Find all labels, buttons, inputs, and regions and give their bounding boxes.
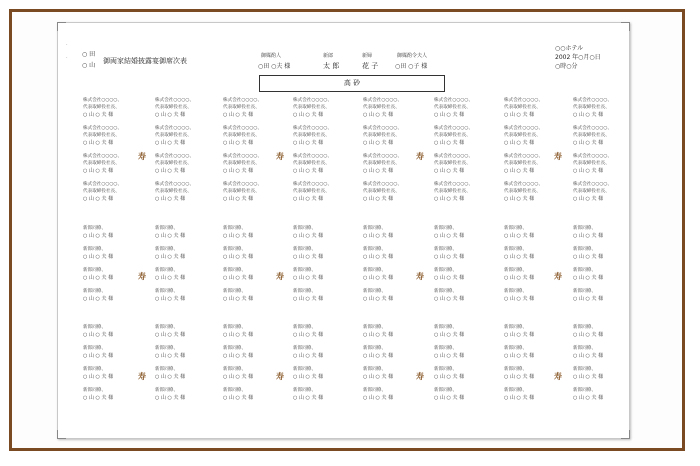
guest-relation: 新郎同僚、 — [223, 346, 246, 351]
guest-relation: 新郎同僚、 — [293, 226, 316, 231]
kotobuki-mark: 寿 — [276, 272, 284, 281]
guest-name: ○ 山 ○ 夫 様 — [363, 275, 394, 281]
guest-relation: 新郎同僚、 — [434, 346, 457, 351]
guest-company: 株式会社○○○○、 — [83, 182, 123, 187]
kotobuki-mark: 寿 — [138, 372, 146, 381]
guest-name: ○ 山 ○ 夫 様 — [155, 254, 186, 260]
guest-name: ○ 山 ○ 夫 様 — [223, 296, 254, 302]
guest-company: 株式会社○○○○、 — [434, 98, 474, 103]
guest-name: ○ 山 ○ 夫 様 — [434, 296, 465, 302]
guest-name: ○ 山 ○ 夫 様 — [155, 353, 186, 359]
guest-name: ○ 山 ○ 夫 様 — [504, 275, 535, 281]
guest-name: ○ 山 ○ 夫 様 — [155, 168, 186, 174]
guest-relation: 新郎同僚、 — [363, 226, 386, 231]
guest-company: 株式会社○○○○、 — [223, 126, 263, 131]
guest-relation: 新郎同僚、 — [155, 325, 178, 330]
guest-title: 代表取締役社長、 — [363, 105, 400, 110]
guest-company: 株式会社○○○○、 — [434, 154, 474, 159]
guest-title: 代表取締役社長、 — [223, 189, 260, 194]
guest-name: ○ 山 ○ 夫 様 — [293, 254, 324, 260]
guest-relation: 新郎同僚、 — [573, 226, 596, 231]
guest-name: ○ 山 ○ 夫 様 — [155, 332, 186, 338]
guest-relation: 新郎同僚、 — [293, 268, 316, 273]
guest-company: 株式会社○○○○、 — [573, 154, 613, 159]
kotobuki-mark: 寿 — [138, 152, 146, 161]
kotobuki-mark: 寿 — [138, 272, 146, 281]
guest-name: ○ 山 ○ 夫 様 — [83, 332, 114, 338]
guest-name: ○ 山 ○ 夫 様 — [223, 233, 254, 239]
margin-mark: · — [66, 55, 68, 61]
guest-relation: 新郎同僚、 — [363, 268, 386, 273]
guest-title: 代表取締役社長、 — [573, 133, 610, 138]
guest-relation: 新郎同僚、 — [434, 226, 457, 231]
guest-name: ○ 山 ○ 夫 様 — [363, 112, 394, 118]
guest-title: 代表取締役社長、 — [504, 189, 541, 194]
guest-name: ○ 山 ○ 夫 様 — [504, 168, 535, 174]
guest-relation: 新郎同僚、 — [83, 346, 106, 351]
guest-name: ○ 山 ○ 夫 様 — [293, 275, 324, 281]
margin-mark: · — [66, 42, 68, 48]
guest-name: ○ 山 ○ 夫 様 — [504, 332, 535, 338]
crop-mark-bottom-left — [57, 430, 66, 439]
guest-company: 株式会社○○○○、 — [504, 126, 544, 131]
kotobuki-mark: 寿 — [554, 272, 562, 281]
guest-relation: 新郎同僚、 — [83, 325, 106, 330]
guest-relation: 新郎同僚、 — [155, 367, 178, 372]
kotobuki-mark: 寿 — [416, 152, 424, 161]
guest-company: 株式会社○○○○、 — [363, 154, 403, 159]
guest-relation: 新郎同僚、 — [363, 346, 386, 351]
event-date: 2002 年○月○日 — [555, 54, 601, 61]
family-name-bride: ○ 山 — [82, 62, 96, 69]
guest-name: ○ 山 ○ 夫 様 — [223, 353, 254, 359]
guest-title: 代表取締役社長、 — [155, 189, 192, 194]
event-time: ○時○分 — [555, 63, 578, 70]
guest-name: ○ 山 ○ 夫 様 — [504, 395, 535, 401]
guest-company: 株式会社○○○○、 — [363, 98, 403, 103]
guest-relation: 新郎同僚、 — [155, 226, 178, 231]
guest-name: ○ 山 ○ 夫 様 — [83, 353, 114, 359]
guest-title: 代表取締役社長、 — [573, 189, 610, 194]
guest-company: 株式会社○○○○、 — [434, 182, 474, 187]
guest-name: ○ 山 ○ 夫 様 — [504, 353, 535, 359]
guest-company: 株式会社○○○○、 — [223, 98, 263, 103]
guest-title: 代表取締役社長、 — [434, 189, 471, 194]
guest-name: ○ 山 ○ 夫 様 — [293, 374, 324, 380]
guest-name: ○ 山 ○ 夫 様 — [434, 275, 465, 281]
guest-company: 株式会社○○○○、 — [155, 154, 195, 159]
guest-relation: 新郎同僚、 — [573, 268, 596, 273]
guest-name: ○ 山 ○ 夫 様 — [223, 112, 254, 118]
guest-name: ○ 山 ○ 夫 様 — [363, 353, 394, 359]
main-table-box — [259, 75, 445, 92]
guest-name: ○ 山 ○ 夫 様 — [573, 168, 604, 174]
guest-name: ○ 山 ○ 夫 様 — [83, 233, 114, 239]
guest-name: ○ 山 ○ 夫 様 — [223, 168, 254, 174]
guest-relation: 新郎同僚、 — [293, 367, 316, 372]
guest-name: ○ 山 ○ 夫 様 — [363, 168, 394, 174]
guest-company: 株式会社○○○○、 — [363, 182, 403, 187]
guest-relation: 新郎同僚、 — [83, 247, 106, 252]
guest-relation: 新郎同僚、 — [504, 367, 527, 372]
guest-company: 株式会社○○○○、 — [155, 126, 195, 131]
guest-relation: 新郎同僚、 — [293, 289, 316, 294]
guest-name: ○ 山 ○ 夫 様 — [434, 140, 465, 146]
guest-relation: 新郎同僚、 — [83, 367, 106, 372]
guest-relation: 新郎同僚、 — [155, 268, 178, 273]
guest-company: 株式会社○○○○、 — [223, 182, 263, 187]
guest-name: ○ 山 ○ 夫 様 — [434, 374, 465, 380]
guest-relation: 新郎同僚、 — [83, 388, 106, 393]
guest-relation: 新郎同僚、 — [363, 289, 386, 294]
guest-title: 代表取締役社長、 — [293, 161, 330, 166]
guest-company: 株式会社○○○○、 — [83, 126, 123, 131]
guest-name: ○ 山 ○ 夫 様 — [573, 374, 604, 380]
guest-relation: 新郎同僚、 — [504, 268, 527, 273]
guest-name: ○ 山 ○ 夫 様 — [293, 233, 324, 239]
guest-company: 株式会社○○○○、 — [434, 126, 474, 131]
guest-name: ○ 山 ○ 夫 様 — [293, 112, 324, 118]
guest-relation: 新郎同僚、 — [434, 289, 457, 294]
guest-relation: 新郎同僚、 — [434, 268, 457, 273]
guest-name: ○ 山 ○ 夫 様 — [363, 254, 394, 260]
guest-company: 株式会社○○○○、 — [293, 98, 333, 103]
guest-title: 代表取締役社長、 — [293, 105, 330, 110]
bride-label: 新婦 — [362, 53, 373, 59]
guest-company: 株式会社○○○○、 — [573, 126, 613, 131]
guest-relation: 新郎同僚、 — [293, 388, 316, 393]
guest-relation: 新郎同僚、 — [504, 289, 527, 294]
guest-relation: 新郎同僚、 — [293, 247, 316, 252]
guest-name: ○ 山 ○ 夫 様 — [504, 233, 535, 239]
guest-relation: 新郎同僚、 — [223, 388, 246, 393]
guest-name: ○ 山 ○ 夫 様 — [573, 275, 604, 281]
guest-title: 代表取締役社長、 — [83, 189, 120, 194]
guest-name: ○ 山 ○ 夫 様 — [504, 140, 535, 146]
guest-name: ○ 山 ○ 夫 様 — [293, 353, 324, 359]
bride-matchmaker-name: ○田 ○子 様 — [395, 63, 428, 70]
guest-relation: 新郎同僚、 — [223, 289, 246, 294]
guest-title: 代表取締役社長、 — [363, 189, 400, 194]
guest-relation: 新郎同僚、 — [83, 268, 106, 273]
guest-name: ○ 山 ○ 夫 様 — [155, 233, 186, 239]
guest-relation: 新郎同僚、 — [434, 367, 457, 372]
bride-matchmaker-label: 御媒酌令夫人 — [397, 53, 428, 59]
guest-name: ○ 山 ○ 夫 様 — [434, 112, 465, 118]
guest-name: ○ 山 ○ 夫 様 — [83, 140, 114, 146]
guest-company: 株式会社○○○○、 — [83, 154, 123, 159]
crop-mark-top-right — [621, 22, 630, 31]
guest-company: 株式会社○○○○、 — [573, 98, 613, 103]
guest-title: 代表取締役社長、 — [573, 105, 610, 110]
guest-name: ○ 山 ○ 夫 様 — [573, 332, 604, 338]
guest-name: ○ 山 ○ 夫 様 — [434, 395, 465, 401]
guest-name: ○ 山 ○ 夫 様 — [434, 254, 465, 260]
guest-name: ○ 山 ○ 夫 様 — [155, 196, 186, 202]
guest-name: ○ 山 ○ 夫 様 — [155, 112, 186, 118]
guest-relation: 新郎同僚、 — [83, 289, 106, 294]
guest-relation: 新郎同僚、 — [83, 226, 106, 231]
kotobuki-mark: 寿 — [554, 372, 562, 381]
guest-company: 株式会社○○○○、 — [293, 182, 333, 187]
guest-relation: 新郎同僚、 — [504, 247, 527, 252]
guest-relation: 新郎同僚、 — [573, 367, 596, 372]
guest-relation: 新郎同僚、 — [223, 367, 246, 372]
guest-name: ○ 山 ○ 夫 様 — [83, 196, 114, 202]
guest-relation: 新郎同僚、 — [573, 388, 596, 393]
guest-relation: 新郎同僚、 — [363, 388, 386, 393]
guest-company: 株式会社○○○○、 — [573, 182, 613, 187]
guest-company: 株式会社○○○○、 — [363, 126, 403, 131]
guest-relation: 新郎同僚、 — [434, 388, 457, 393]
guest-company: 株式会社○○○○、 — [83, 98, 123, 103]
guest-name: ○ 山 ○ 夫 様 — [223, 332, 254, 338]
guest-company: 株式会社○○○○、 — [155, 98, 195, 103]
groom-name: 太 郎 — [323, 62, 340, 70]
guest-relation: 新郎同僚、 — [504, 388, 527, 393]
guest-relation: 新郎同僚、 — [434, 325, 457, 330]
guest-title: 代表取締役社長、 — [504, 161, 541, 166]
guest-name: ○ 山 ○ 夫 様 — [293, 196, 324, 202]
guest-title: 代表取締役社長、 — [434, 133, 471, 138]
kotobuki-mark: 寿 — [554, 152, 562, 161]
groom-label: 新郎 — [323, 53, 334, 59]
guest-relation: 新郎同僚、 — [363, 247, 386, 252]
page-title: 御両家結婚披露宴御席次表 — [103, 57, 187, 65]
kotobuki-mark: 寿 — [416, 372, 424, 381]
guest-title: 代表取締役社長、 — [363, 161, 400, 166]
guest-name: ○ 山 ○ 夫 様 — [434, 196, 465, 202]
guest-company: 株式会社○○○○、 — [504, 98, 544, 103]
seating-chart-sheet — [57, 22, 630, 439]
guest-relation: 新郎同僚、 — [293, 346, 316, 351]
family-name-groom: ○ 田 — [82, 51, 96, 58]
bride-name: 花 子 — [362, 62, 379, 70]
guest-name: ○ 山 ○ 夫 様 — [293, 168, 324, 174]
guest-name: ○ 山 ○ 夫 様 — [223, 374, 254, 380]
guest-title: 代表取締役社長、 — [155, 161, 192, 166]
guest-title: 代表取締役社長、 — [293, 189, 330, 194]
guest-name: ○ 山 ○ 夫 様 — [223, 254, 254, 260]
guest-name: ○ 山 ○ 夫 様 — [434, 168, 465, 174]
guest-name: ○ 山 ○ 夫 様 — [293, 140, 324, 146]
guest-company: 株式会社○○○○、 — [223, 154, 263, 159]
guest-title: 代表取締役社長、 — [363, 133, 400, 138]
guest-title: 代表取締役社長、 — [83, 105, 120, 110]
guest-relation: 新郎同僚、 — [223, 325, 246, 330]
guest-name: ○ 山 ○ 夫 様 — [155, 275, 186, 281]
guest-company: 株式会社○○○○、 — [293, 126, 333, 131]
crop-mark-bottom-right — [621, 430, 630, 439]
guest-relation: 新郎同僚、 — [155, 247, 178, 252]
guest-title: 代表取締役社長、 — [223, 133, 260, 138]
guest-title: 代表取締役社長、 — [434, 161, 471, 166]
guest-name: ○ 山 ○ 夫 様 — [293, 332, 324, 338]
kotobuki-mark: 寿 — [276, 372, 284, 381]
guest-name: ○ 山 ○ 夫 様 — [155, 395, 186, 401]
guest-title: 代表取締役社長、 — [573, 161, 610, 166]
kotobuki-mark: 寿 — [276, 152, 284, 161]
guest-name: ○ 山 ○ 夫 様 — [83, 275, 114, 281]
guest-name: ○ 山 ○ 夫 様 — [223, 140, 254, 146]
groom-matchmaker-label: 御媒酌人 — [261, 53, 282, 59]
venue-name: ○○ホテル — [555, 45, 584, 52]
guest-name: ○ 山 ○ 夫 様 — [434, 233, 465, 239]
groom-matchmaker-name: ○田 ○夫 様 — [258, 63, 291, 70]
guest-name: ○ 山 ○ 夫 様 — [155, 374, 186, 380]
guest-name: ○ 山 ○ 夫 様 — [573, 196, 604, 202]
guest-relation: 新郎同僚、 — [573, 325, 596, 330]
guest-name: ○ 山 ○ 夫 様 — [573, 353, 604, 359]
guest-name: ○ 山 ○ 夫 様 — [83, 168, 114, 174]
guest-title: 代表取締役社長、 — [504, 133, 541, 138]
guest-name: ○ 山 ○ 夫 様 — [573, 395, 604, 401]
guest-title: 代表取締役社長、 — [155, 105, 192, 110]
guest-name: ○ 山 ○ 夫 様 — [573, 254, 604, 260]
guest-company: 株式会社○○○○、 — [293, 154, 333, 159]
guest-title: 代表取締役社長、 — [83, 161, 120, 166]
guest-name: ○ 山 ○ 夫 様 — [363, 233, 394, 239]
guest-name: ○ 山 ○ 夫 様 — [363, 296, 394, 302]
guest-relation: 新郎同僚、 — [363, 325, 386, 330]
guest-relation: 新郎同僚、 — [363, 367, 386, 372]
guest-name: ○ 山 ○ 夫 様 — [434, 353, 465, 359]
guest-name: ○ 山 ○ 夫 様 — [155, 140, 186, 146]
guest-name: ○ 山 ○ 夫 様 — [293, 296, 324, 302]
guest-relation: 新郎同僚、 — [223, 268, 246, 273]
guest-name: ○ 山 ○ 夫 様 — [83, 395, 114, 401]
guest-relation: 新郎同僚、 — [573, 346, 596, 351]
guest-relation: 新郎同僚、 — [155, 289, 178, 294]
guest-name: ○ 山 ○ 夫 様 — [504, 196, 535, 202]
guest-title: 代表取締役社長、 — [223, 105, 260, 110]
guest-relation: 新郎同僚、 — [155, 346, 178, 351]
guest-name: ○ 山 ○ 夫 様 — [434, 332, 465, 338]
guest-name: ○ 山 ○ 夫 様 — [223, 275, 254, 281]
guest-relation: 新郎同僚、 — [223, 226, 246, 231]
guest-company: 株式会社○○○○、 — [504, 182, 544, 187]
guest-name: ○ 山 ○ 夫 様 — [363, 395, 394, 401]
guest-name: ○ 山 ○ 夫 様 — [573, 140, 604, 146]
guest-title: 代表取締役社長、 — [293, 133, 330, 138]
guest-relation: 新郎同僚、 — [573, 247, 596, 252]
main-table-label: 高 砂 — [343, 79, 361, 87]
guest-name: ○ 山 ○ 夫 様 — [293, 395, 324, 401]
guest-name: ○ 山 ○ 夫 様 — [504, 112, 535, 118]
guest-name: ○ 山 ○ 夫 様 — [83, 112, 114, 118]
guest-relation: 新郎同僚、 — [155, 388, 178, 393]
guest-relation: 新郎同僚、 — [223, 247, 246, 252]
guest-name: ○ 山 ○ 夫 様 — [363, 140, 394, 146]
guest-title: 代表取締役社長、 — [83, 133, 120, 138]
guest-name: ○ 山 ○ 夫 様 — [363, 332, 394, 338]
guest-name: ○ 山 ○ 夫 様 — [504, 296, 535, 302]
guest-name: ○ 山 ○ 夫 様 — [83, 296, 114, 302]
guest-relation: 新郎同僚、 — [434, 247, 457, 252]
guest-name: ○ 山 ○ 夫 様 — [504, 374, 535, 380]
guest-name: ○ 山 ○ 夫 様 — [155, 296, 186, 302]
guest-relation: 新郎同僚、 — [573, 289, 596, 294]
guest-name: ○ 山 ○ 夫 様 — [83, 374, 114, 380]
guest-title: 代表取締役社長、 — [504, 105, 541, 110]
guest-name: ○ 山 ○ 夫 様 — [573, 296, 604, 302]
guest-name: ○ 山 ○ 夫 様 — [504, 254, 535, 260]
guest-company: 株式会社○○○○、 — [504, 154, 544, 159]
guest-relation: 新郎同僚、 — [504, 226, 527, 231]
guest-title: 代表取締役社長、 — [155, 133, 192, 138]
guest-name: ○ 山 ○ 夫 様 — [223, 395, 254, 401]
guest-name: ○ 山 ○ 夫 様 — [363, 196, 394, 202]
crop-mark-top-left — [57, 22, 66, 31]
guest-title: 代表取締役社長、 — [223, 161, 260, 166]
kotobuki-mark: 寿 — [416, 272, 424, 281]
guest-relation: 新郎同僚、 — [293, 325, 316, 330]
guest-company: 株式会社○○○○、 — [155, 182, 195, 187]
guest-name: ○ 山 ○ 夫 様 — [223, 196, 254, 202]
guest-relation: 新郎同僚、 — [504, 325, 527, 330]
guest-name: ○ 山 ○ 夫 様 — [573, 233, 604, 239]
guest-relation: 新郎同僚、 — [504, 346, 527, 351]
guest-name: ○ 山 ○ 夫 様 — [363, 374, 394, 380]
guest-name: ○ 山 ○ 夫 様 — [573, 112, 604, 118]
guest-name: ○ 山 ○ 夫 様 — [83, 254, 114, 260]
guest-title: 代表取締役社長、 — [434, 105, 471, 110]
